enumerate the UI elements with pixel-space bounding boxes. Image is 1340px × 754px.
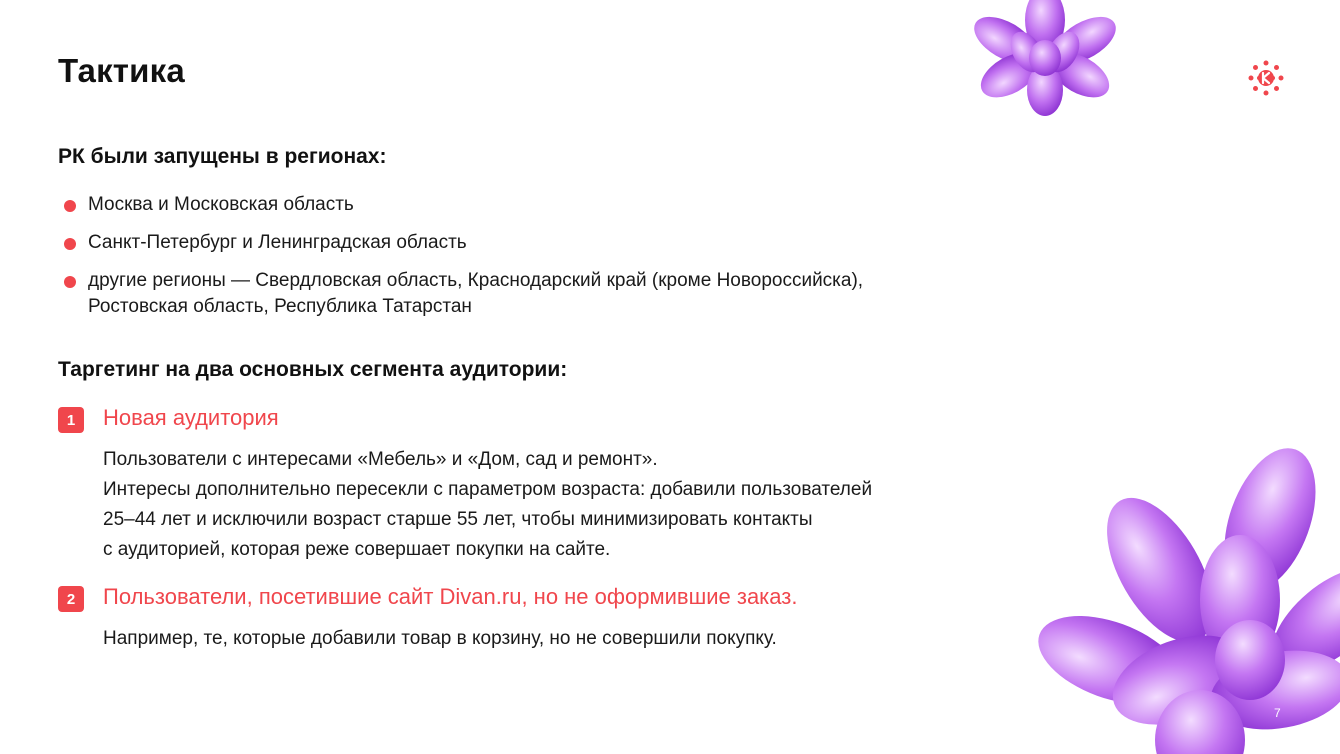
segment-number-badge: 2 xyxy=(58,586,84,612)
list-item xyxy=(64,268,1024,320)
segment-line: с аудиторией, которая реже совершает покупки на сайте. xyxy=(103,539,611,560)
segment-title: Пользователи, посетившие сайт Divan.ru, но не оформившие заказ. xyxy=(103,584,798,609)
slide-title: Тактика xyxy=(58,52,185,89)
bullet-dot-icon xyxy=(64,200,76,212)
targeting-heading: Таргетинг на два основных сегмента аудитории: xyxy=(58,358,568,381)
bullet-dot-icon xyxy=(64,276,76,288)
flower-decoration-bottom xyxy=(1030,440,1340,754)
bullet-dot-icon xyxy=(64,238,76,250)
regions-list xyxy=(64,192,1024,332)
segment-line: Интересы дополнительно пересекли с параметром возраста: добавили пользователей xyxy=(103,479,873,500)
flower-decoration-top xyxy=(965,0,1125,120)
list-item xyxy=(64,192,1024,218)
segment-description xyxy=(103,624,1023,654)
list-item xyxy=(64,230,1024,256)
segment-line: 25–44 лет и исключили возраст старше 55 лет, чтобы минимизировать контакты xyxy=(103,509,813,530)
segment-title: Новая аудитория xyxy=(103,405,279,430)
segment-line: Пользователи с интересами «Мебель» и «Дом, сад и ремонт». xyxy=(103,449,658,470)
region-text: Москва и Московская область xyxy=(88,194,354,215)
brand-logo-icon xyxy=(1246,58,1286,98)
segment-description xyxy=(103,445,1023,565)
segment-line: Например, те, которые добавили товар в корзину, но не совершили покупку. xyxy=(103,628,777,649)
region-text: Санкт-Петербург и Ленинградская область xyxy=(88,232,467,253)
region-text: другие регионы — Свердловская область, Краснодарский край (кроме Новороссийска), xyxy=(88,270,864,291)
segment-number-badge: 1 xyxy=(58,407,84,433)
regions-heading: РК были запущены в регионах: xyxy=(58,145,387,168)
page-number: 7 xyxy=(1274,706,1281,720)
region-text: Ростовская область, Республика Татарстан xyxy=(88,296,472,317)
